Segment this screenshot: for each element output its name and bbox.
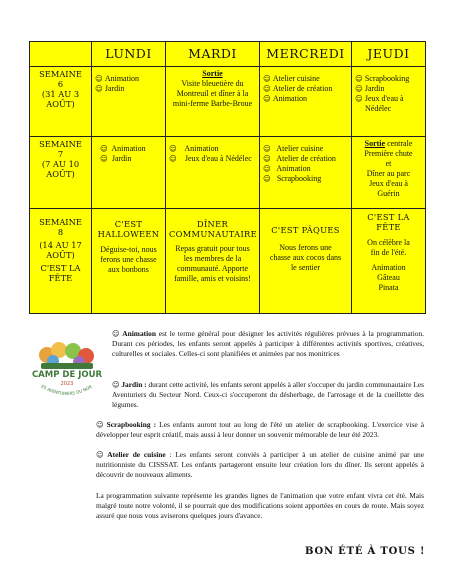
smiley-icon: ☺ bbox=[263, 144, 271, 153]
desc-closing: La programmation suivante représente les grandes lignes de l'animation que votre enfant vivra cet été. Mais malgré toute notre volonté, il se pourrait que des modifications soient apportées en cours de route. Mais soyez assuré que nous vous aviserons quelques jours d'avance. bbox=[96, 491, 424, 520]
week-8-label: SEMAINE 8 (14 AU 17 AOÛT) C'EST LA FÊTE bbox=[30, 209, 92, 314]
cell-w7-lundi: ☺ Animation ☺ Jardin bbox=[92, 137, 166, 209]
desc-jardin: ☺ Jardin : durant cette activité, les enfants seront appelés à aller s'occuper du jardin communautaire Les Aventuriers du Secteur Nord. Ceux-ci s'occuperont du désherbage, de l'arrosage et de la cueillette des légumes. bbox=[112, 380, 424, 409]
smiley-icon: ☺ bbox=[95, 74, 103, 83]
cell-w6-mardi: Sortie Visite bleuetière du Montreuil et dîner à la mini-ferme Barbe-Broue bbox=[166, 67, 260, 137]
day-header-mardi: MARDI bbox=[166, 42, 260, 67]
logo-year: 2023 bbox=[60, 381, 74, 387]
schedule-table bbox=[29, 41, 426, 314]
logo-title: CAMP DE JOUR bbox=[31, 370, 103, 380]
day-header-lundi: LUNDI bbox=[92, 42, 166, 67]
smiley-icon: ☺ bbox=[112, 380, 120, 389]
smiley-icon: ☺ bbox=[100, 144, 108, 153]
smiley-icon: ☺ bbox=[355, 94, 363, 103]
smiley-icon: ☺ bbox=[96, 420, 104, 429]
smiley-icon: ☺ bbox=[169, 154, 177, 163]
footer-greeting: BON ÉTÉ À TOUS ! bbox=[305, 546, 426, 557]
cell-w7-mercredi: ☺ Atelier cuisine ☺ Atelier de création ☺ Animation ☺ Scrapbooking bbox=[260, 137, 352, 209]
smiley-icon: ☺ bbox=[355, 84, 363, 93]
cell-w7-mardi: ☺ Animation ☺ Jeux d'eau à Nédélec bbox=[166, 137, 260, 209]
desc-atelier-cuisine: ☺ Atelier de cuisine : Les enfants seront conviés à participer à un atelier de cuisine animé par une nutritionniste du CISSSAT. Les enfants partageront ensuite leur création lors du dîner. Ils seront appelés à découvrir de nouveaux aliments. bbox=[96, 450, 424, 479]
smiley-icon: ☺ bbox=[263, 154, 271, 163]
smiley-icon: ☺ bbox=[263, 164, 271, 173]
smiley-icon: ☺ bbox=[112, 329, 120, 338]
smiley-icon: ☺ bbox=[169, 144, 177, 153]
cell-w8-lundi: C'EST HALLOWEEN Déguise-toi, nous ferons une chasse aux bonbons bbox=[92, 209, 166, 314]
camp-logo bbox=[31, 341, 103, 403]
smiley-icon: ☺ bbox=[355, 74, 363, 83]
cell-w8-jeudi: C'EST LA FÊTE On célèbre la fin de l'été. Animation Gâteau Pinata bbox=[352, 209, 426, 314]
cell-w6-mercredi: ☺ Atelier cuisine ☺ Atelier de création ☺ Animation bbox=[260, 67, 352, 137]
smiley-icon: ☺ bbox=[100, 154, 108, 163]
smiley-icon: ☺ bbox=[263, 174, 271, 183]
cell-w6-lundi: ☺ Animation ☺ Jardin bbox=[92, 67, 166, 137]
week-6-label: SEMAINE 6 (31 AU 3 AOÛT) bbox=[30, 67, 92, 137]
smiley-icon: ☺ bbox=[95, 84, 103, 93]
smiley-icon: ☺ bbox=[263, 94, 271, 103]
day-header-jeudi: JEUDI bbox=[352, 42, 426, 67]
desc-animation: ☺ Animation est le terme général pour désigner les activités régulières prévues à la programmation. Durant ces périodes, les enfants seront appelés à participer à différentes activités sportives, créatives, culturelles et sociales. Celles-ci sont planifiées et animées par nos monitrices bbox=[112, 329, 424, 358]
corner-cell bbox=[30, 42, 92, 67]
cell-w8-mardi: DÎNER COMMUNAUTAIRE Repas gratuit pour tous les membres de la communauté. Apporte famille, amis et voisins! bbox=[166, 209, 260, 314]
cell-w8-mercredi: C'EST PÂQUES Nous ferons une chasse aux cocos dans le sentier bbox=[260, 209, 352, 314]
desc-scrapbooking: ☺ Scrapbooking : Les enfants auront tout au long de l'été un atelier de scrapbooking. L'exercice vise à développer leur esprit créatif, mais aussi à leur donner un souvenir mémorable de leur été 2023. bbox=[96, 420, 424, 439]
smiley-icon: ☺ bbox=[263, 84, 271, 93]
cell-w6-jeudi: ☺ Scrapbooking ☺ Jardin ☺ Jeux d'eau à Nédélec bbox=[352, 67, 426, 137]
day-header-mercredi: MERCREDI bbox=[260, 42, 352, 67]
week-7-label: SEMAINE 7 (7 AU 10 AOÛT) bbox=[30, 137, 92, 209]
logo-caption: ES AVENTURIERS DU NOR bbox=[40, 383, 93, 397]
cell-w7-jeudi: Sortie centrale Première chute et Dîner au parc Jeux d'eau à Guérin bbox=[352, 137, 426, 209]
smiley-icon: ☺ bbox=[96, 450, 104, 459]
smiley-icon: ☺ bbox=[263, 74, 271, 83]
